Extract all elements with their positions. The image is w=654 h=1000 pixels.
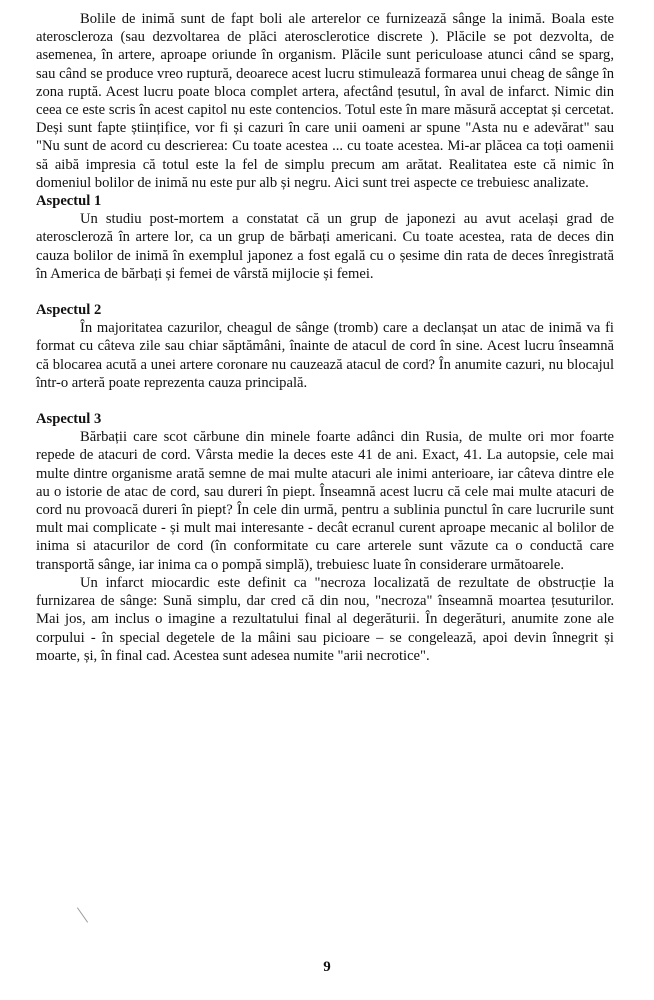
aspect-3-heading: Aspectul 3 bbox=[36, 411, 102, 428]
page-body bbox=[36, 10, 614, 665]
aspect-2-paragraph: În majoritatea cazurilor, cheagul de sânge (tromb) care a declanșat un atac de inimă va fi format cu câteva zile sau chiar săptămâni, înainte de atacul de cord în sine. Acest lucru înseamnă că blocarea acută a unei artere coronare nu cauzează atacul de cord? În anumite cazuri, nu blocajul într-o arteră poate reprezenta cauza principală. bbox=[36, 320, 614, 391]
page-number: 9 bbox=[323, 959, 331, 975]
aspect-3-paragraph-2: Un infarct miocardic este definit ca "necroza localizată de rezultate de obstrucție la furnizarea de sânge: Sună simplu, dar cred că din nou, "necroza" înseamnă moartea țesuturilor. Mai jos, am inclus o imagine a rezultatului final al degerăturii. În degerături, anumite zone ale corpului - în special degetele de la mâini sau picioare – se congelează, apoi devin înnegrit și moarte, și, în final cad. Acestea sunt adesea numite "arii necrotice". bbox=[36, 574, 614, 664]
intro-paragraph: Bolile de inimă sunt de fapt boli ale arterelor ce furnizează sânge la inimă. Boala este ateroscleroza (sau dezvoltarea de plăci aterosclerotice discrete ). Plăcile se pot dezvolta, de asemenea, în artere, aproape oriunde în organism. Plăcile sunt periculoase atunci când se sparg, sau când se produce vreo ruptură, deoarece acest lucru stimulează formarea unui cheag de sânge în zona ruptă. Acest lucru poate bloca complet artera, afectând țesutul, în aval de infarct. Nimic din ceea ce este scris în acest capitol nu este contencios. Totul este în mare măsură acceptat și cercetat. Deși sunt fapte științifice, vor fi și cazuri în care unii oameni ar spune "Asta nu e adevărat" sau "Nu sunt de acord cu descrierea: Cu toate acestea ... cu toate acestea. Mi-ar plăcea ca toți oamenii să aibă impresia că totul este la fel de simplu precum am arătat. Realitatea este că nimic în domeniul bolilor de inimă nu este pur alb și negru. Aici sunt trei aspecte ce trebuiesc analizate. bbox=[36, 11, 614, 191]
aspect-1-paragraph: Un studiu post-mortem a constatat că un grup de japonezi au avut același grad de ateroscleroză în artere lor, ca un grup de bărbați americani. Cu toate acestea, rata de deces din cauza bolilor de inimă în exemplul japonez a fost egală cu o șesime din rata de deces înregistrată în America de bărbați și femei de vârstă mijlocie și femei. bbox=[36, 211, 614, 282]
aspect-1-heading: Aspectul 1 bbox=[36, 193, 102, 210]
section-spacer bbox=[36, 392, 614, 410]
aspect-3-paragraph: Bărbații care scot cărbune din minele foarte adânci din Rusia, de multe ori mor foarte repede de atacuri de cord. Vârsta medie la deces este 41 de ani. Exact, 41. La autopsie, cele mai multe dintre organisme arată semne de mai multe atacuri ale inimi anterioare, iar câteva dintre ele au o istorie de atac de cord, sau dureri în piept. Înseamnă acest lucru că cele mai multe atacuri de cord nu provoacă dureri în piept? În cele din urmă, pentru a sublinia punctul în care lucrurile sunt mult mai complicate - și mult mai interesante - decât ecranul curent aproape mecanic al bolilor de inima si atacurilor de cord (în conformitate cu care arterele sunt văzute ca o conductă care transportă sânge, iar inima ca o pompă simplă), trebuiesc luate în considerare următoarele. bbox=[36, 429, 614, 573]
scan-mark bbox=[77, 907, 88, 922]
section-spacer bbox=[36, 283, 614, 301]
aspect-2-heading: Aspectul 2 bbox=[36, 302, 102, 319]
